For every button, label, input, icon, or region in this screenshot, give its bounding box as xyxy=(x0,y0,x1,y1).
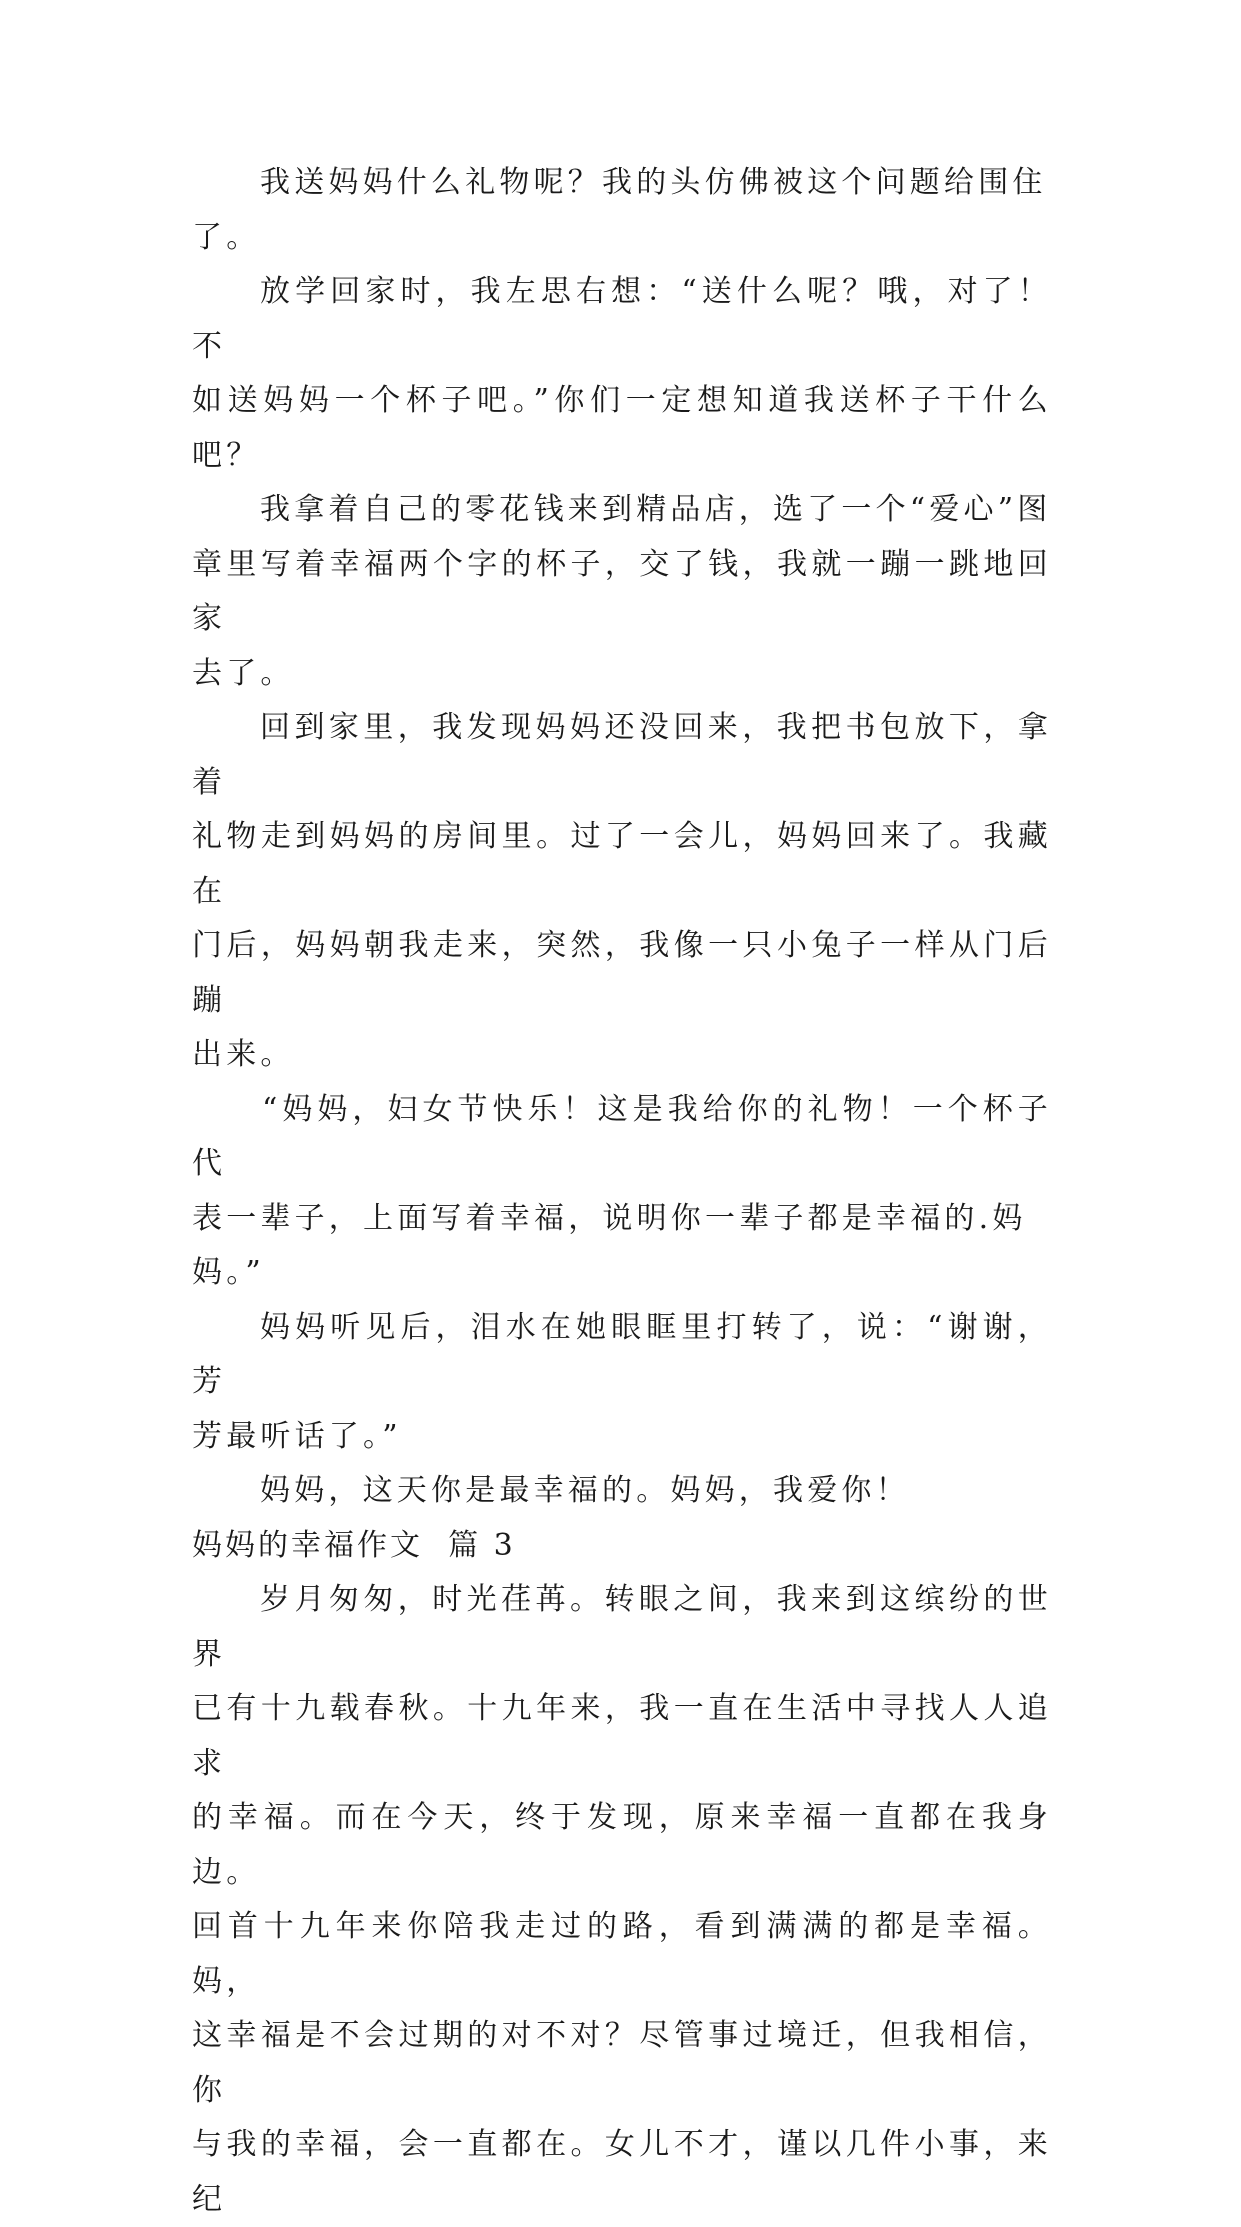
paragraph-back-home: 回到家里，我发现妈妈还没回来，我把书包放下，拿着 礼物走到妈妈的房间里。过了一会儿，妈妈回来了。我藏在 门后，妈妈朝我走来，突然，我像一只小兔子一样从门后蹦 出来。 xyxy=(192,710,1052,1072)
document-body xyxy=(192,156,1052,2227)
paragraph-womens-day-greeting: “妈妈，妇女节快乐！这是我给你的礼物！一个杯子代 表一辈子，上面写着幸福，说明你一辈子都是幸福的.妈 妈。” xyxy=(192,1091,1052,1290)
paragraph-nineteen-years: 岁月匆匆，时光荏苒。转眼之间，我来到这缤纷的世界 已有十九载春秋。十九年来，我一直在生活中寻找人人追求 的幸福。而在今天，终于发现，原来幸福一直都在我身边。 回首十九年来你陪我走过的路，看到满满的都是幸福。妈， 这幸福是不会过期的对不对？尽管事过境迁，但我相信，你 与我的幸福，会一直都在。女儿不才，谨以几件小事，来纪 xyxy=(192,1582,1052,2217)
paragraph-mother-response: 妈妈听见后，泪水在她眼眶里打转了，说：“谢谢，芳 芳最听话了。” xyxy=(192,1309,1052,1454)
paragraph-after-school: 放学回家时，我左思右想：“送什么呢？哦，对了！不 如送妈妈一个杯子吧。”你们一定想知道我送杯子干什么吧？ xyxy=(192,274,1052,473)
paragraph-i-love-you: 妈妈，这天你是最幸福的。妈妈，我爱你！ xyxy=(260,1473,910,1508)
paragraph-buying-cup: 我拿着自己的零花钱来到精品店，选了一个“爱心”图 章里写着幸福两个字的杯子，交了钱，我就一蹦一跳地回家 去了。 xyxy=(192,492,1052,691)
paragraph-gift-question: 我送妈妈什么礼物呢？我的头仿佛被这个问题给围住 了。 xyxy=(192,165,1047,255)
section-heading: 妈妈的幸福作文 篇 3 xyxy=(192,1527,516,1563)
